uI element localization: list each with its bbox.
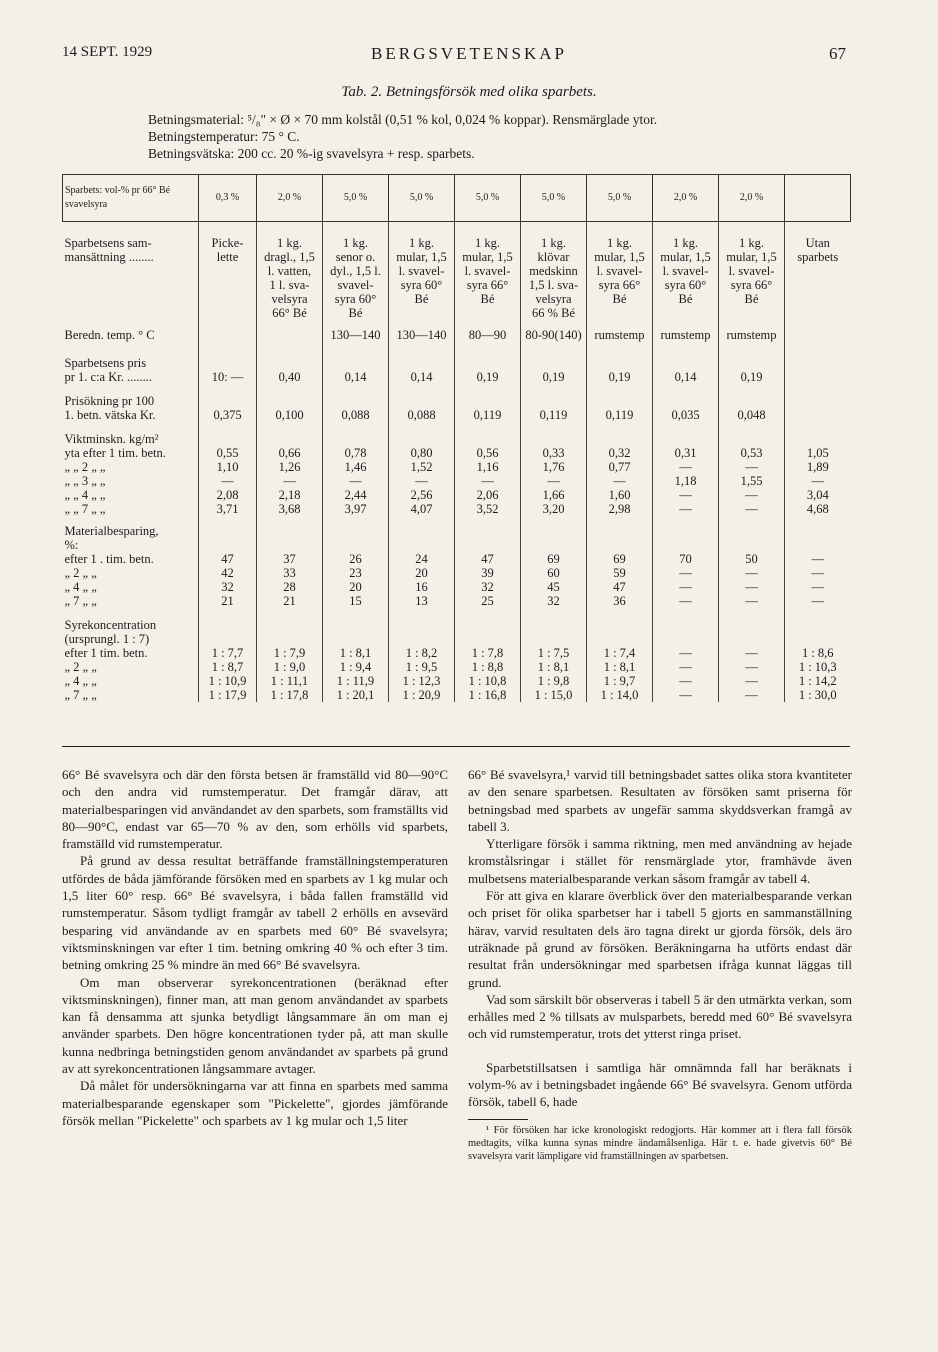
row-label: Sparbetsens sam- mansättning ........ — [64, 236, 154, 264]
table-cell: 26 23 20 15 — [323, 516, 389, 608]
table-cell: 0,14 — [653, 342, 719, 384]
table-cell: 0,119 — [455, 384, 521, 422]
row-label: Sparbetsens pris pr 1. c:a Kr. ........ — [64, 356, 152, 384]
paragraph: På grund av dessa resultat beträffande framställningstemperaturen utfördes de båda jämförande försöken med en sparbets av 1 kg mular och 1,5 liter 60° resp. 66° Bé svavelsyra, i båda fallen framställd vid rumstemperatur. Såsom tydligt framgår av tabell 2 erhölls en avsevärd besparing vid användande av en sparbets med 60° Bé svavelsyra; viktsminskningen var efter 1 tim. betning omkring 40 % och efter 3 tim. betning omkring 25 % mindre än med 66° Bé svavelsyra. — [62, 853, 448, 973]
table-cell: 0,78 1,46 — 2,44 3,97 — [323, 422, 389, 516]
table-cell: 10: — — [199, 342, 257, 384]
paragraph: 66° Bé svavelsyra och där den första betsen är framställd vid 80—90°C och den andra vid rumstemperatur. Det framgår därav, att materialbesparingen vid användandet av den sparbets, som framställts vid 80—90°C, endast var 65—70 % av den, som erhölls vid sparbets, framställd vid rumstemperatur. — [62, 767, 448, 852]
table-cell: 80—90 — [455, 320, 521, 342]
footnote: ¹ För försöken har icke kronologiskt redogjorts. Här kommer att i flera fall försök medtagits, vilka kunna synas mindre ändamålsenliga. Här t. e. hade givetvis 60° Bé svavelsyra varit lämpligare vid framställningen av sparbetsen. — [468, 1124, 852, 1162]
footnote-rule — [468, 1119, 528, 1120]
row-label: Beredn. temp. ° C — [64, 328, 155, 342]
head-cell — [785, 175, 851, 222]
table-cell: Utan sparbets — [785, 222, 851, 321]
table-row — [63, 516, 851, 608]
table-cell: 0,19 — [455, 342, 521, 384]
table-cell: rumstemp — [719, 320, 785, 342]
table-cell: 1 kg. mular, 1,5 l. svavel- syra 66° Bé — [455, 222, 521, 321]
table-cell: 0,19 — [719, 342, 785, 384]
table-cell: 0,31 — 1,18 — — — [653, 422, 719, 516]
table-cell: 0,19 — [587, 342, 653, 384]
table-cell: 0,80 1,52 — 2,56 4,07 — [389, 422, 455, 516]
table-cell: 37 33 28 21 — [257, 516, 323, 608]
paragraph: Då målet för undersökningarna var att finna en sparbets med samma materialbesparande egenskaper som "Pickelette", gjordes jämförande försök mellan "Pickelette" och sparbets av 1 kg mular och 1,5 liter — [62, 1078, 448, 1128]
table-cell: Picke- lette — [199, 222, 257, 321]
paragraph: För att giva en klarare överblick över den materialbesparande verkan och priset för olika sparbetser har i tabell 5 gjorts en sammanställning härav, varvid resultaten dels äro tagna direkt ur gjorda försök, dels äro uträknade på grund av försöken. Beräkningarna ha utförts endast där resultat från undersökningar med sparbetsen ifråga kunnat läggas till grund. — [468, 888, 852, 990]
table-cell: 130—140 — [323, 320, 389, 342]
paragraph: Sparbetstillsatsen i samtliga här omnämnda fall har beräknats i volym-% av i betningsbadet ingående 66° Bé svavelsyra. Genom utförda försök, tabell 6, hade — [468, 1059, 852, 1110]
table-cell — [785, 384, 851, 422]
table-cell: 1 : 8,2 1 : 9,5 1 : 12,3 1 : 20,9 — [389, 608, 455, 702]
table-cell: — — — — — [719, 608, 785, 702]
experiment-table — [62, 174, 851, 702]
head-cell: 2,0 % — [719, 175, 785, 222]
table-cell: 50 — — — — [719, 516, 785, 608]
paragraph: Om man observerar syrekoncentrationen (beräknad efter viktsminskningen), finner man, att man genom användandet av sparbets kan få densamma att sjunka betydligt långsammare än om man ej använder sparbets. Den högre koncentrationen tyder på, att man skulle kunna nedbringa betningstiden genom användandet av sparbets på grund av att syrekoncentrationen långsammare avtager. — [62, 974, 448, 1077]
table-cell: 0,56 1,16 — 2,06 3,52 — [455, 422, 521, 516]
head-cell: 5,0 % — [455, 175, 521, 222]
table-cell: — — — — — [653, 608, 719, 702]
table-cell: 0,32 0,77 — 1,60 2,98 — [587, 422, 653, 516]
table-cell: 24 20 16 13 — [389, 516, 455, 608]
table-cell: 1 kg. dragl., 1,5 l. vatten, 1 l. sva- velsyra 66° Bé — [257, 222, 323, 321]
head-cell: 5,0 % — [323, 175, 389, 222]
table-cell: 1 kg. mular, 1,5 l. svavel- syra 66° Bé — [587, 222, 653, 321]
table-cell: 0,33 1,76 — 1,66 3,20 — [521, 422, 587, 516]
table-cell: rumstemp — [587, 320, 653, 342]
table-cell: 69 59 47 36 — [587, 516, 653, 608]
table-head — [63, 175, 851, 222]
table-cell: 1 : 8,1 1 : 9,4 1 : 11,9 1 : 20,1 — [323, 608, 389, 702]
table-row — [63, 422, 851, 516]
table-cell: 1 kg. klövar medskinn 1,5 l. sva- velsyra 66 % Bé — [521, 222, 587, 321]
table-cell: 0,40 — [257, 342, 323, 384]
meta-material: Betningsmaterial: ⁵/₈" × Ø × 70 mm kolstål (0,51 % kol, 0,024 % koppar). Rensmärglade ytor. — [148, 112, 658, 127]
table-cell: 47 39 32 25 — [455, 516, 521, 608]
table-caption: Tab. 2. Betningsförsök med olika sparbets. — [341, 84, 597, 100]
table-cell — [785, 320, 851, 342]
head-cell: 2,0 % — [653, 175, 719, 222]
table-cell: 1,05 1,89 — 3,04 4,68 — [785, 422, 851, 516]
table-cell: 0,66 1,26 — 2,18 3,68 — [257, 422, 323, 516]
table-cell: 130—140 — [389, 320, 455, 342]
table-row — [63, 342, 851, 384]
table-cell: 0,119 — [587, 384, 653, 422]
page-number: 67 — [829, 44, 846, 63]
table-cell: 1 : 7,8 1 : 8,8 1 : 10,8 1 : 16,8 — [455, 608, 521, 702]
table-cell: 1 : 7,7 1 : 8,7 1 : 10,9 1 : 17,9 — [199, 608, 257, 702]
right-column — [468, 766, 852, 1163]
head-cell: 0,3 % — [199, 175, 257, 222]
table-cell: 1 : 8,6 1 : 10,3 1 : 14,2 1 : 30,0 — [785, 608, 851, 702]
paragraph: Vad som särskilt bör observeras i tabell 5 är den utmärkta verkan, som erhålles med 2 % tillsats av mulsparbets, beredd med 60° Bé svavelsyra och vid rumstemperatur, trots det ytterst ringa priset. — [468, 991, 852, 1042]
table-cell: 1 : 7,4 1 : 8,1 1 : 9,7 1 : 14,0 — [587, 608, 653, 702]
table-row — [63, 384, 851, 422]
table-cell: 0,53 — 1,55 — — — [719, 422, 785, 516]
table-cell: 0,035 — [653, 384, 719, 422]
table-cell: — — — — — [785, 516, 851, 608]
table-cell: 0,048 — [719, 384, 785, 422]
row-label: Materialbesparing, %: efter 1 . tim. betn. „ 2 „ „ „ 4 „ „ „ 7 „ „ — [64, 524, 159, 608]
table-cell: 0,119 — [521, 384, 587, 422]
table-cell: 1 kg. mular, 1,5 l. svavel- syra 60° Bé — [653, 222, 719, 321]
meta-temperature: Betningstemperatur: 75 ° C. — [148, 129, 300, 144]
head-cell: 5,0 % — [521, 175, 587, 222]
table-cell — [257, 320, 323, 342]
row-label: Viktminskn. kg/m² yta efter 1 tim. betn. „ „ 2 „ „ „ „ 3 „ „ „ „ 4 „ „ „ „ 7 „ „ — [64, 432, 166, 516]
table-cell: 70 — — — — [653, 516, 719, 608]
head-cell: 5,0 % — [389, 175, 455, 222]
table-cell: rumstemp — [653, 320, 719, 342]
table-cell: 1 : 7,9 1 : 9,0 1 : 11,1 1 : 17,8 — [257, 608, 323, 702]
table-cell: 0,55 1,10 — 2,08 3,71 — [199, 422, 257, 516]
table-row — [63, 608, 851, 702]
table-cell: 0,088 — [323, 384, 389, 422]
table-bottom-rule — [62, 746, 850, 747]
meta-liquid: Betningsvätska: 200 cc. 20 %-ig svavelsyra + resp. sparbets. — [148, 146, 475, 161]
table-cell: 0,375 — [199, 384, 257, 422]
table-cell: 0,14 — [389, 342, 455, 384]
table-cell: 1 kg. mular, 1,5 l. svavel- syra 60° Bé — [389, 222, 455, 321]
row-label: Prisökning pr 100 1. betn. vätska Kr. — [64, 394, 156, 422]
table-cell — [199, 320, 257, 342]
table-cell — [785, 342, 851, 384]
head-cell: 5,0 % — [587, 175, 653, 222]
issue-date: 14 SEPT. 1929 — [62, 44, 153, 60]
paragraph: 66° Bé svavelsyra,¹ varvid till betningsbadet sattes olika stora kvantiteter av den senare sparbetsen. Resultaten av försöken samt priserna för betningsbad med sparbets av ungefär samma skyddsverkan framgå av tabell 3. — [468, 767, 852, 834]
table-cell: 0,100 — [257, 384, 323, 422]
left-column — [62, 766, 448, 1129]
table-cell: 69 60 45 32 — [521, 516, 587, 608]
paragraph: Ytterligare försök i samma riktning, men med användning av hejade kromstålsringar i stället för rensmärglade ytor, framhävde även mulbetsens materialbesparande verkan såsom framgår av tabell 4. — [468, 836, 852, 886]
table-cell: 0,088 — [389, 384, 455, 422]
journal-title: BERGSVETENSKAP — [371, 44, 567, 63]
table-row — [63, 222, 851, 321]
table-cell: 1 : 7,5 1 : 8,1 1 : 9,8 1 : 15,0 — [521, 608, 587, 702]
table-cell: 80-90(140) — [521, 320, 587, 342]
head-cell: Sparbets: vol-% pr 66° Bé svavelsyra — [63, 175, 199, 222]
table-cell: 1 kg. senor o. dyl., 1,5 l. svavel- syra 60° Bé — [323, 222, 389, 321]
table-cell: 1 kg. mular, 1,5 l. svavel- syra 66° Bé — [719, 222, 785, 321]
row-label: Syrekoncentration (ursprungl. 1 : 7) efter 1 tim. betn. „ 2 „ „ „ 4 „ „ „ 7 „ „ — [64, 618, 157, 702]
head-cell: 2,0 % — [257, 175, 323, 222]
table-cell: 47 42 32 21 — [199, 516, 257, 608]
table-cell: 0,14 — [323, 342, 389, 384]
table-cell: 0,19 — [521, 342, 587, 384]
table-row — [63, 320, 851, 342]
